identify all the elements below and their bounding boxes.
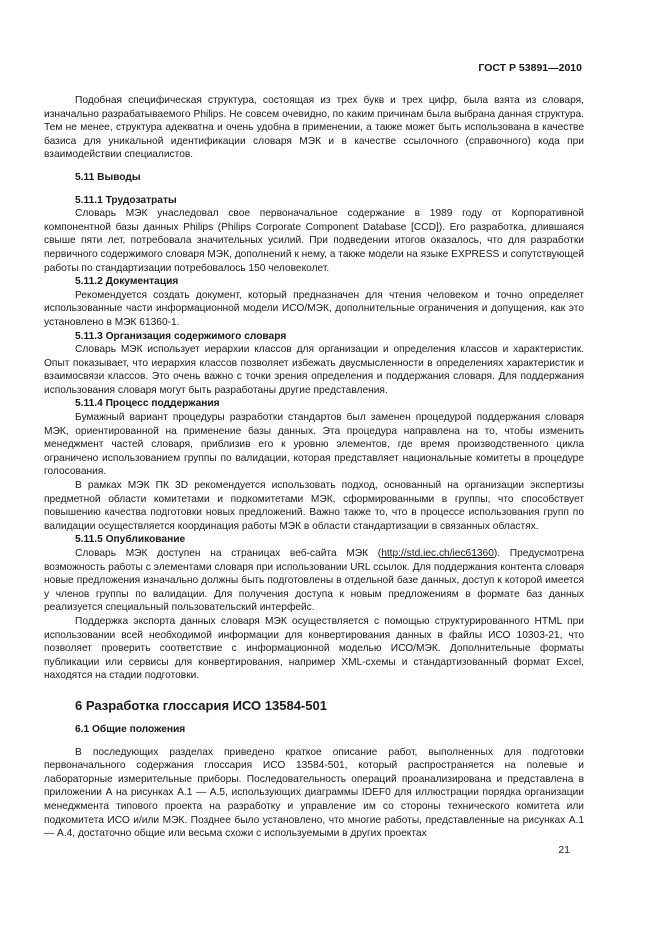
text-after-link: ). Предусмотрена возможность работы с элементами словаря при использовании URL ссылок. Для поддержания контента словаря новые предложения изначально должны быть подготовлены в отдельной базе данных, доступ к которой имеется у членов группы по валидации. Для получения доступа к новым предложениям в формате баз данных реализуется специальный пользовательский интерфейс. — [44, 548, 584, 614]
section-6-1-text: В последующих разделах приведено краткое описание работ, выполненных для подготовки первоначального содержания глоссария ИСО 13584-501, который распространяется на полевые и лабораторные измерительные приборы. Последовательность операций проанализирована и представлена в приложении А на рисунках А.1 — А.5, использующих диаграммы IDEF0 для иллюстрации порядка организации менеджмента типового проекта на разработку и управление им со стороны технического комитета или подкомитета ИСО и/или МЭК. Позднее было установлено, что многие работы, представленные на рисунках А.1 — А.4, достаточно общие или весьма схожи с используемыми в других проектах — [44, 746, 584, 840]
section-5-11-5-paragraph-2: Поддержка экспорта данных словаря МЭК осуществляется с помощью структурированного HTML при использовании всей необходимой информации для конвертирования данных в файлы ИСО 10303-21, что позволяет проверить соответствие с информационной моделью ИСО/МЭК. Дополнительные форматы публикации или сервисы для конвертирования, например XML-схемы и стандартизованный формат Excel, находятся на стадии подготовки. — [44, 615, 584, 682]
section-5-11-5-heading: 5.11.5 Опубликование — [75, 534, 186, 546]
text-before-link: Словарь МЭК доступен на страницах веб-сайта МЭК ( — [75, 548, 382, 559]
section-5-11-2-heading: 5.11.2 Документация — [75, 276, 179, 288]
section-6-heading: 6 Разработка глоссария ИСО 13584-501 — [75, 697, 327, 713]
section-5-11-4-heading: 5.11.4 Процесс поддержания — [75, 398, 220, 410]
section-5-11-1-heading: 5.11.1 Трудозатраты — [75, 194, 177, 206]
section-5-11-5-paragraph-1 — [44, 547, 584, 615]
iec-website-link[interactable]: http://std.iec.ch/iec61360 — [381, 548, 494, 559]
document-header: ГОСТ Р 53891—2010 — [478, 62, 582, 74]
page-body — [44, 94, 584, 841]
section-5-11-3-text: Словарь МЭК использует иерархии классов для организации и определения классов и характеристик. Опыт показывает, что иерархия классов позволяет избежать двусмысленности в определениях характеристик и взаимосвязи классов. Это очень важно с точки зрения определения и поддержания словаря. Для поддержания использования словаря могут быть разработаны другие представления. — [44, 344, 584, 396]
section-5-11-2-text: Рекомендуется создать документ, который предназначен для чтения человеком и точно определяет использованные части информационной модели ИСО/МЭК, дополнительные ограничения и допущения, как это установлено в МЭК 61360-1. — [44, 289, 584, 328]
intro-paragraph: Подобная специфическая структура, состоящая из трех букв и трех цифр, была взята из словаря, изначально разрабатываемого Philips. Не совсем очевидно, по каким причинам была выбрана данная структура. Тем не менее, структура адекватна и очень удобна в применении, а также может быть использована в качестве базиса для уникальной идентификации словаря МЭК и в качестве ссылочного (справочного) кода при взаимодействии специалистов. — [44, 95, 584, 161]
section-5-11-1-text: Словарь МЭК унаследовал свое первоначальное содержание в 1989 году от Корпоративной компонентной базы данных Philips (Philips Corporate Component Database [CCD]). Его разработка, длившаяся свыше пяти лет, потребовала значительных усилий. При подведении итогов оказалось, что для разработки первичного содержимого словаря МЭК, дополнений к нему, а также модели на языке EXPRESS и сопутствующей работы по стандартизации потребовалось 150 человеколет. — [44, 208, 584, 274]
section-5-11-4-paragraph-2: В рамках МЭК ПК 3D рекомендуется использовать подход, основанный на организации экспертизы предметной области комитетами и подкомитетами МЭК, сформированными в группы, что способствует повышению качества подготовки новых предложений. Важно также то, что в процессе использования групп по валидации осуществляется координация работы МЭК в области стандартизации в связанных областях. — [44, 480, 584, 532]
section-6-1-heading: 6.1 Общие положения — [75, 723, 186, 735]
section-5-11-heading: 5.11 Выводы — [75, 171, 141, 183]
page-number: 21 — [558, 844, 570, 856]
section-5-11-4-paragraph-1: Бумажный вариант процедуры разработки стандартов был заменен процедурой поддержания словаря МЭК, ориентированной на применение базы данных. Эта процедура направлена на то, чтобы изменить менеджмент частей словаря, приблизив его к уровню элементов, где время производственного цикла ограничено использованием группы по валидации, которая представляет национальные комитеты в процедуре голосования. — [44, 412, 584, 478]
section-5-11-3-heading: 5.11.3 Организация содержимого словаря — [75, 330, 287, 342]
